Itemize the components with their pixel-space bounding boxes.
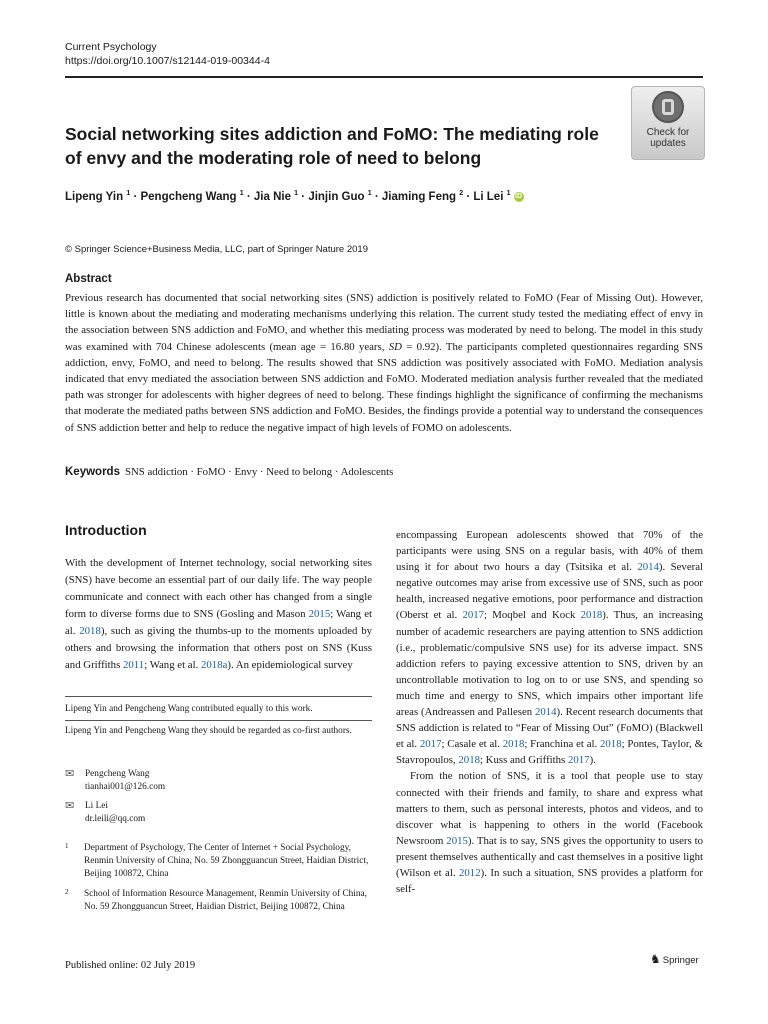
keywords-line xyxy=(65,466,393,478)
keywords-heading: Keywords xyxy=(65,466,120,478)
citation-link[interactable]: 2018 xyxy=(580,609,603,622)
citation-link[interactable]: 2015 xyxy=(446,834,468,847)
author-name[interactable]: Jinjin Guo xyxy=(308,190,365,203)
footnote-co-first: Lipeng Yin and Pengcheng Wang they should be regarded as co-first authors. xyxy=(65,726,352,736)
affiliation-text: School of Information Resource Management, Renmin University of China, No. 59 Zhongguancun Street, Haidian District, Beijing 100872, China xyxy=(84,889,367,912)
paragraph: From the notion of SNS, it is a tool that people use to stay connected with their friends and family, to share and express what matters to them, such as personal interests, photos and videos, and to discover what is happening to others in the world (Facebook Newsroom 2015). That is to say, SNS gives the opportunity to users to present themselves authentically and cast themselves in a positive light (Wilson et al. 2012). In such a situation, SNS provides a platform for self- xyxy=(396,770,703,896)
citation-link[interactable]: 2011 xyxy=(122,659,145,671)
paragraph: encompassing European adolescents showed that 70% of the participants were using SNS on a regular basis, with 40% of them using it for about two hours a day (Tsitsika et al. 2014). Several negative outcomes may arise from excessive use of SNS, such as poor health, increased negative emotions, poor performance and distraction (Oberst et al. 2017; Moqbel and Kock 2018). Thus, an increasing number of academic researchers are paying attention to SNS addiction (i.e., problematic/compulsive SNS use) for its adverse impact. SNS addiction refers to paying excessive attention to SNS, driven by an uncontrollable motivation to log on to or use SNS, and spending so much time and energy to SNS, which impairs other important life areas (Andreassen and Pallesen 2014). Recent research documents that SNS addiction is related to “Fear of Missing Out” (FoMO) (Blackwell et al. 2017; Casale et al. 2018; Franchina et al. 2018; Pontes, Taylor, & Stavropoulos, 2018; Kuss and Griffiths 2017). xyxy=(396,529,703,767)
author-affiliation: 1 xyxy=(506,190,511,197)
citation-link[interactable]: 2017 xyxy=(462,609,485,622)
author-affiliation: 1 xyxy=(126,190,131,197)
author-name[interactable]: Lipeng Yin xyxy=(65,190,124,203)
author-affiliation: 1 xyxy=(367,190,372,197)
citation-link[interactable]: 2015 xyxy=(308,608,331,620)
author-affiliation: 2 xyxy=(459,190,464,197)
introduction-left-column: With the development of Internet technology, social networking sites (SNS) have become an essential part of our daily life. The way people communicate and connect with each other has changed from a single form to diverse forms due to SNS (Gosling and Mason 2015; Wang et al. 2018), such as giving the thumbs-up to the moments uploaded by others and browsing the information that others post on SNS (Kuss and Griffiths 2011; Wang et al. 2018a). An epidemiological survey xyxy=(65,557,372,671)
author-affiliation: 1 xyxy=(294,190,299,197)
check-for-updates-badge[interactable] xyxy=(631,86,705,160)
contact-email[interactable]: tianhai001@126.com xyxy=(85,782,166,792)
affiliation-number: 1 xyxy=(65,842,69,850)
envelope-icon: ✉ xyxy=(65,768,75,780)
doi-link[interactable]: https://doi.org/10.1007/s12144-019-00344-4 xyxy=(65,55,270,67)
abstract-heading: Abstract xyxy=(65,273,112,285)
affiliation-text: Department of Psychology, The Center of Internet + Social Psychology, Renmin University of China, No. 59 Zhongguancun Street, Haidian District, Beijing 100872, China xyxy=(84,843,369,879)
published-date: Published online: 02 July 2019 xyxy=(65,960,196,971)
publisher-name: Springer xyxy=(662,955,699,966)
introduction-right-column xyxy=(396,527,703,897)
contact-entry xyxy=(85,800,145,826)
citation-link[interactable]: 2018 xyxy=(79,625,101,637)
contact-entry xyxy=(85,768,165,794)
journal-name: Current Psychology xyxy=(65,41,157,53)
author-name[interactable]: Jia Nie xyxy=(253,190,291,203)
copyright-line: © Springer Science+Business Media, LLC, part of Springer Nature 2019 xyxy=(65,244,368,255)
affiliation-number: 2 xyxy=(65,888,69,896)
abstract-text: Previous research has documented that social networking sites (SNS) addiction is positively related to FoMO (Fear of Missing Out). However, little is known about the mediating and moderating mechanisms underlying this relation. The current study tested the mediating effect of envy in the association between SNS addiction and FoMO, and whether this mediating process was moderated by need to belong. The model in this study was examined with 704 Chinese adolescents (mean age = 16.80 years, SD = 0.92). The participants completed questionnaires regarding SNS addiction, envy, FoMO, and need to belong. The results showed that SNS addiction was positively associated with FoMO. Mediation analysis indicated that envy mediated the association between SNS addiction and FoMO. Moderated mediation analysis further revealed that the mediated path was stronger for adolescents with higher degrees of need to belong. These findings highlight the significance of confirming the mechanisms that moderate the mediated paths between SNS addiction and FoMO. Besides, the findings provide a potential way to understand the consequences of SNS addiction better and help to reduce the negative impact of high levels of FOMO on adolescents. xyxy=(65,292,703,434)
contact-name: Pengcheng Wang xyxy=(85,769,150,779)
citation-link[interactable]: 2012 xyxy=(459,866,481,879)
contact-name: Li Lei xyxy=(85,801,108,811)
citation-link[interactable]: 2018 xyxy=(502,738,525,751)
citation-link[interactable]: 2017 xyxy=(567,754,590,767)
journal-header xyxy=(65,40,270,68)
footnote-rule xyxy=(65,696,372,697)
author-affiliation: 1 xyxy=(239,190,244,197)
contact-email[interactable]: dr.leili@qq.com xyxy=(85,814,146,824)
citation-link[interactable]: 2018 xyxy=(458,754,480,767)
header-rule xyxy=(65,76,703,78)
envelope-icon: ✉ xyxy=(65,800,75,812)
orcid-icon[interactable]: iD xyxy=(515,192,522,200)
footnote-rule xyxy=(65,720,372,721)
citation-link[interactable]: 2018 xyxy=(600,738,622,751)
article-title: Social networking sites addiction and FoMO: The mediating role of envy and the moderating role of need to belong xyxy=(65,124,599,168)
citation-link[interactable]: 2014 xyxy=(534,706,557,719)
citation-link[interactable]: 2018a xyxy=(201,659,228,671)
author-name[interactable]: Pengcheng Wang xyxy=(140,190,237,203)
introduction-heading: Introduction xyxy=(65,522,147,538)
citation-link[interactable]: 2017 xyxy=(419,738,442,751)
author-list: Lipeng Yin $^1$ · Pengcheng Wang $^1$ · Jia Nie $^1$ · Jinjin Guo $^1$ · Jiaming Feng $^2$ · Li Lei $^1$ iD xyxy=(65,190,522,203)
author-name[interactable]: Jiaming Feng xyxy=(381,190,457,203)
keywords-list: SNS addiction · FoMO · Envy · Need to belong · Adolescents xyxy=(124,466,394,478)
footnote-equal-contribution: Lipeng Yin and Pengcheng Wang contributed equally to this work. xyxy=(65,704,313,714)
citation-link[interactable]: 2014 xyxy=(637,561,659,574)
check-updates-text: Check for updates xyxy=(646,127,690,149)
author-name[interactable]: Li Lei xyxy=(473,190,504,203)
bookmark-icon xyxy=(652,91,684,123)
publisher-logo xyxy=(650,952,699,966)
springer-horse-icon: ♞ xyxy=(650,952,661,966)
